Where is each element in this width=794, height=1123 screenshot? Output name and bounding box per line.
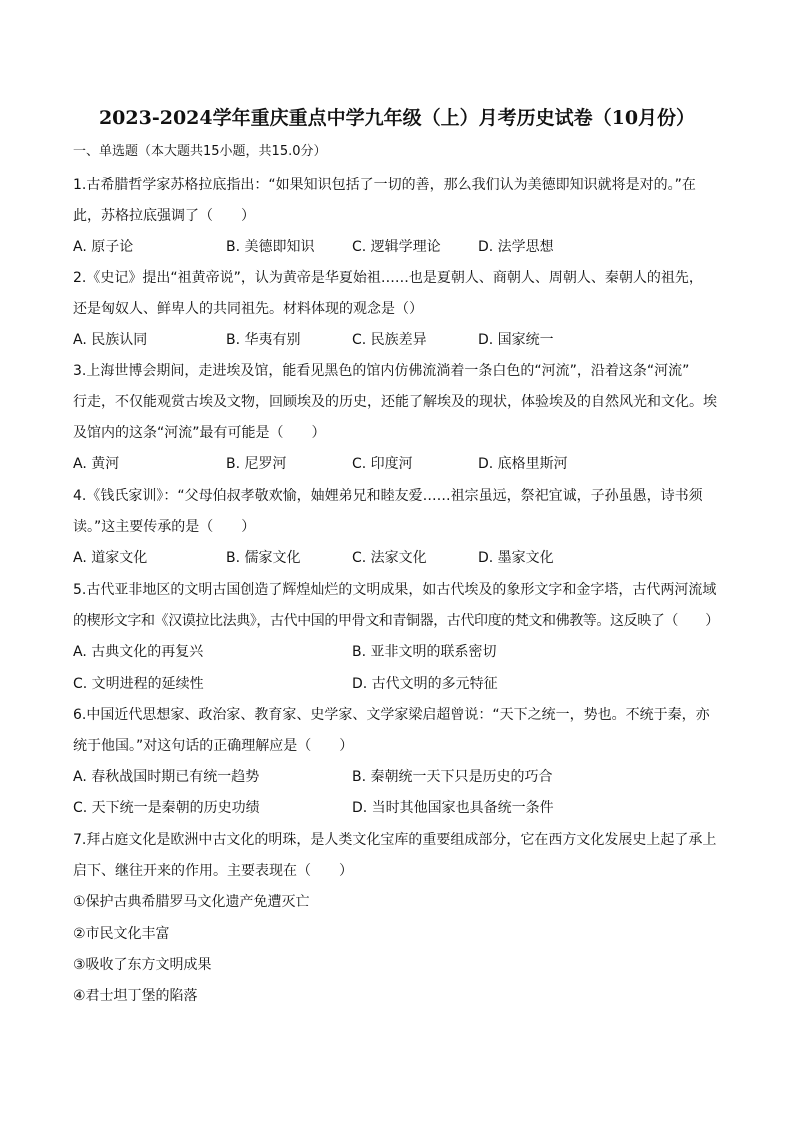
q2-option-a: A. 民族认同	[73, 332, 148, 348]
q4-option-d: D. 墨家文化	[478, 550, 554, 566]
q6-option-c: C. 天下统一是秦朝的历史功绩	[73, 800, 260, 816]
q2-option-c: C. 民族差异	[352, 332, 427, 348]
page-title: 2023-2024学年重庆重点中学九年级（上）月考历史试卷（10月份）	[98, 107, 696, 129]
q5-option-b: B. 亚非文明的联系密切	[352, 644, 497, 660]
q3-option-b: B. 尼罗河	[226, 456, 287, 472]
q2-stem-line-2: 还是匈奴人、鲜卑人的共同祖先。材料体现的观念是（）	[73, 301, 423, 317]
q4-option-c: C. 法家文化	[352, 550, 427, 566]
q1-option-b: B. 美德即知识	[226, 239, 315, 255]
q3-stem-line-3: 及馆内的这条“河流”最有可能是（ ）	[73, 425, 326, 441]
q7-item-2: ②市民文化丰富	[73, 926, 170, 942]
q7-item-3: ③吸收了东方文明成果	[73, 957, 212, 973]
q7-stem-line-2: 启下、继往开来的作用。主要表现在（ ）	[73, 863, 353, 879]
q1-stem-line-2: 此，苏格拉底强调了（ ）	[73, 208, 255, 224]
q2-stem-line-1: 2.《史记》提出“祖黄帝说”，认为黄帝是华夏始祖……也是夏朝人、商朝人、周朝人、秦朝人的祖先，	[73, 270, 703, 286]
q3-stem-line-2: 行走，不仅能观赏古埃及文物，回顾埃及的历史，还能了解埃及的现状，体验埃及的自然风光和文化。埃	[73, 394, 717, 410]
section-heading: 一、单选题（本大题共15小题，共15.0分）	[73, 144, 327, 159]
q2-option-d: D. 国家统一	[478, 332, 554, 348]
q1-option-d: D. 法学思想	[478, 239, 554, 255]
q7-item-1: ①保护古典希腊罗马文化遗产免遭灭亡	[73, 894, 310, 910]
q4-option-b: B. 儒家文化	[226, 550, 301, 566]
q5-option-a: A. 古典文化的再复兴	[73, 644, 204, 660]
q6-option-b: B. 秦朝统一天下只是历史的巧合	[352, 769, 553, 785]
q1-option-c: C. 逻辑学理论	[352, 239, 441, 255]
q3-option-a: A. 黄河	[73, 456, 120, 472]
q3-option-d: D. 底格里斯河	[478, 456, 568, 472]
q6-stem-line-2: 统于他国。”对这句话的正确理解应是（ ）	[73, 738, 354, 754]
q2-option-b: B. 华夷有别	[226, 332, 301, 348]
q6-option-a: A. 春秋战国时期已有统一趋势	[73, 769, 260, 785]
q1-option-a: A. 原子论	[73, 239, 134, 255]
q7-item-4: ④君士坦丁堡的陷落	[73, 988, 198, 1004]
q7-stem-line-1: 7.拜占庭文化是欧洲中古文化的明珠，是人类文化宝库的重要组成部分，它在西方文化发展史上起了承上	[73, 832, 717, 848]
q3-option-c: C. 印度河	[352, 456, 413, 472]
q5-option-c: C. 文明进程的延续性	[73, 676, 204, 692]
q5-stem-line-2: 的楔形文字和《汉谟拉比法典》，古代中国的甲骨文和青铜器，古代印度的梵文和佛教等。这反映了（ ）	[73, 613, 719, 629]
q3-stem-line-1: 3.上海世博会期间，走进埃及馆，能看见黑色的馆内仿佛流淌着一条白色的“河流”，沿着这条“河流”	[73, 363, 690, 379]
q4-stem-line-1: 4.《钱氏家训》：“父母伯叔孝敬欢愉，妯娌弟兄和睦友爱……祖宗虽远，祭祀宜诚，子孙虽愚，诗书须	[73, 488, 703, 504]
q6-stem-line-1: 6.中国近代思想家、政治家、教育家、史学家、文学家梁启超曾说：“天下之统一，势也。不统于秦，亦	[73, 707, 710, 723]
q1-stem-line-1: 1.古希腊哲学家苏格拉底指出：“如果知识包括了一切的善，那么我们认为美德即知识就将是对的。”在	[73, 177, 696, 193]
q4-stem-line-2: 读。”这主要传承的是（ ）	[73, 519, 256, 535]
q5-stem-line-1: 5.古代亚非地区的文明古国创造了辉煌灿烂的文明成果，如古代埃及的象形文字和金字塔，古代两河流域	[73, 582, 717, 598]
q5-option-d: D. 古代文明的多元特征	[352, 676, 498, 692]
q6-option-d: D. 当时其他国家也具备统一条件	[352, 800, 554, 816]
q4-option-a: A. 道家文化	[73, 550, 148, 566]
